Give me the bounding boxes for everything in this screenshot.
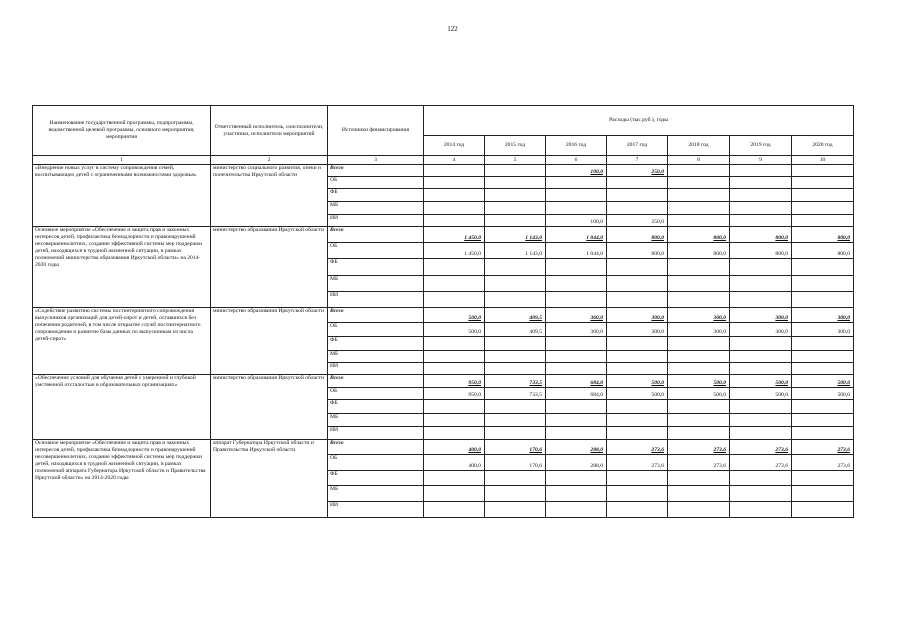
amount-cell [730,292,792,308]
amount-cell [424,292,485,308]
amount-cell: 500,0 [424,308,485,323]
amount-cell: 300,0 [730,308,792,323]
amount-cell [668,177,730,189]
amount-cell: 273,6 [792,455,854,471]
amount-cell [792,177,854,189]
amount-cell: 400,0 [424,455,485,471]
amount-cell [485,363,546,375]
amount-cell: 273,6 [668,455,730,471]
amount-cell [668,471,730,486]
funding-source: ИИ [328,427,424,440]
amount-cell [607,471,668,486]
amount-cell: 950,0 [424,388,485,400]
amount-cell: 300,0 [730,323,792,337]
amount-cell [546,177,607,189]
amount-cell [730,165,792,177]
amount-cell [607,400,668,414]
amount-cell: 500,0 [792,375,854,388]
column-index: 7 [607,156,668,165]
amount-cell: 300,0 [792,308,854,323]
funding-source: ФБ [328,189,424,202]
amount-cell [485,337,546,351]
amount-cell [730,502,792,518]
funding-source: ИИ [328,215,424,227]
column-index: 10 [792,156,854,165]
funding-source: МБ [328,351,424,363]
header-year: 2015 год [485,136,546,156]
amount-cell [730,486,792,502]
amount-cell: 300,0 [668,323,730,337]
funding-source: Всего [328,375,424,388]
amount-cell [546,400,607,414]
amount-cell [485,427,546,440]
amount-cell [424,471,485,486]
column-index: 8 [668,156,730,165]
amount-cell [485,400,546,414]
amount-cell [792,215,854,227]
amount-cell [607,502,668,518]
amount-cell [424,400,485,414]
amount-cell [485,486,546,502]
amount-cell [485,189,546,202]
amount-cell [730,215,792,227]
amount-cell [485,292,546,308]
amount-cell: 500,0 [730,388,792,400]
amount-cell: 170,6 [485,455,546,471]
table-row [33,308,854,323]
amount-cell: 500,0 [607,375,668,388]
amount-cell: 273,6 [792,440,854,455]
amount-cell [546,414,607,427]
amount-cell [607,351,668,363]
amount-cell: 500,0 [792,388,854,400]
amount-cell: 288,0 [546,455,607,471]
amount-cell [730,471,792,486]
activity-executor: министерство социального развития, опеки и попечительства Иркутской области [211,165,328,227]
table-row [33,440,854,455]
amount-cell [546,351,607,363]
header-sources: Источники финансирования [328,106,424,156]
column-index: 5 [485,156,546,165]
funding-source: ФБ [328,471,424,486]
amount-cell [485,202,546,215]
amount-cell: 800,0 [668,227,730,243]
amount-cell [424,486,485,502]
amount-cell: 409,5 [485,323,546,337]
amount-cell [424,259,485,276]
amount-cell [485,351,546,363]
amount-cell [792,292,854,308]
amount-cell [607,486,668,502]
activity-name: Основное мероприятие «Обеспечение и защита прав и законных интересов детей, профилактика безнадзорности и правонарушений несовершеннолетних, создание эффективной системы мер поддержки детей, находящихся в трудной жизненной ситуации, в рамках полномочий министерства образования Иркутской области» на 2014-2020 годы [33,227,211,308]
amount-cell: 273,6 [668,440,730,455]
amount-cell [424,165,485,177]
amount-cell: 1 044,0 [546,227,607,243]
amount-cell [792,427,854,440]
amount-cell [607,427,668,440]
activity-executor: министерство образования Иркутской области [211,227,328,308]
amount-cell: 288,0 [546,440,607,455]
amount-cell [607,259,668,276]
amount-cell [730,189,792,202]
amount-cell: 250,0 [607,165,668,177]
amount-cell [668,189,730,202]
amount-cell [607,189,668,202]
header-year: 2016 год [546,136,607,156]
amount-cell [668,400,730,414]
funding-source: МБ [328,486,424,502]
amount-cell [668,215,730,227]
amount-cell [668,363,730,375]
amount-cell [424,215,485,227]
amount-cell [792,471,854,486]
funding-source: ОБ [328,455,424,471]
amount-cell [485,471,546,486]
column-index: 4 [424,156,485,165]
amount-cell [792,363,854,375]
amount-cell: 500,0 [668,388,730,400]
column-index: 6 [546,156,607,165]
amount-cell [546,363,607,375]
amount-cell: 273,6 [730,455,792,471]
amount-cell: 300,0 [668,308,730,323]
funding-source: ФБ [328,400,424,414]
amount-cell: 100,0 [546,215,607,227]
table-row [33,165,854,177]
amount-cell [424,276,485,292]
column-index: 2 [211,156,328,165]
amount-cell [730,276,792,292]
amount-cell: 360,0 [546,308,607,323]
amount-cell: 273,6 [607,440,668,455]
amount-cell [668,502,730,518]
amount-cell [668,337,730,351]
header-expenses: Расходы (тыс.руб.), годы [424,106,854,136]
amount-cell [792,486,854,502]
funding-source: МБ [328,414,424,427]
amount-cell [424,177,485,189]
amount-cell [792,276,854,292]
amount-cell [546,427,607,440]
column-index: 1 [33,156,211,165]
amount-cell [607,177,668,189]
funding-source: ФБ [328,337,424,351]
funding-source: Всего [328,308,424,323]
amount-cell [730,427,792,440]
column-index: 9 [730,156,792,165]
amount-cell: 1 044,0 [546,243,607,259]
amount-cell [730,177,792,189]
amount-cell [730,202,792,215]
funding-source: Всего [328,440,424,455]
amount-cell [792,400,854,414]
activity-name: «Внедрение новых услуг в систему сопровождения семей, воспитывающих детей с ограниченными возможностями здоровья» [33,165,211,227]
amount-cell [424,189,485,202]
amount-cell: 360,0 [546,323,607,337]
amount-cell [792,165,854,177]
amount-cell: 800,0 [792,227,854,243]
amount-cell [546,471,607,486]
amount-cell [792,502,854,518]
table-row [33,375,854,388]
amount-cell [424,202,485,215]
funding-source: ФБ [328,259,424,276]
amount-cell [485,165,546,177]
activity-executor: министерство образования Иркутской области [211,375,328,440]
amount-cell: 800,0 [730,227,792,243]
amount-cell: 684,0 [546,388,607,400]
amount-cell: 1 143,0 [485,243,546,259]
amount-cell [485,215,546,227]
amount-cell: 800,0 [792,243,854,259]
amount-cell [424,414,485,427]
amount-cell: 273,6 [607,455,668,471]
amount-cell [792,259,854,276]
amount-cell: 100,0 [546,165,607,177]
amount-cell [424,363,485,375]
amount-cell [668,276,730,292]
header-executor: Ответственный исполнитель, соисполнители, участники, исполнители мероприятий [211,106,328,156]
activity-name: «Обеспечение условий для обучения детей с умеренной и глубокой умственной отсталостью в образовательных организациях» [33,375,211,440]
amount-cell [424,502,485,518]
amount-cell [607,414,668,427]
amount-cell [546,502,607,518]
amount-cell: 1 450,0 [424,227,485,243]
amount-cell: 500,0 [424,323,485,337]
page-number: 122 [447,25,458,33]
amount-cell: 800,0 [730,243,792,259]
funding-source: ИИ [328,502,424,518]
amount-cell [730,363,792,375]
amount-cell [668,202,730,215]
budget-table [32,105,854,518]
table-row [33,227,854,243]
amount-cell [485,259,546,276]
amount-cell: 500,0 [730,375,792,388]
amount-cell [546,486,607,502]
amount-cell [546,276,607,292]
header-year: 2017 год [607,136,668,156]
amount-cell [792,414,854,427]
amount-cell [485,414,546,427]
amount-cell: 409,5 [485,308,546,323]
amount-cell: 170,6 [485,440,546,455]
amount-cell: 300,0 [792,323,854,337]
funding-source: ОБ [328,388,424,400]
amount-cell [668,165,730,177]
amount-cell [546,292,607,308]
header-year: 2020 год [792,136,854,156]
amount-cell: 684,0 [546,375,607,388]
amount-cell [730,351,792,363]
activity-executor: министерство образования Иркутской области [211,308,328,375]
amount-cell [546,189,607,202]
amount-cell: 300,0 [607,308,668,323]
amount-cell: 733,5 [485,388,546,400]
amount-cell [730,337,792,351]
activity-name: «Содействие развитию системы постинтернатного сопровождения выпускников организаций для детей-сирот и детей, оставшихся без попечения родителей, в том числе открытие служб постинтернатного сопровождения и развитие базы данных по выпускникам из числа детей-сирот» [33,308,211,375]
amount-cell: 300,0 [607,323,668,337]
amount-cell [546,337,607,351]
amount-cell [668,292,730,308]
amount-cell: 500,0 [607,388,668,400]
amount-cell: 733,5 [485,375,546,388]
funding-source: ОБ [328,243,424,259]
amount-cell: 273,6 [730,440,792,455]
amount-cell [485,276,546,292]
amount-cell [668,351,730,363]
activity-name: Основное мероприятие «Обеспечение и защита прав и законных интересов детей, профилактика безнадзорности и правонарушений несовершеннолетних, создание эффективной системы мер поддержки детей, находящихся в трудной жизненной ситуации, в рамках полномочий аппарата Губернатора Иркутской области и Правительства Иркутской области» на 2014-2020 годы [33,440,211,518]
amount-cell: 1 450,0 [424,243,485,259]
amount-cell [607,202,668,215]
amount-cell: 800,0 [607,243,668,259]
amount-cell: 800,0 [668,243,730,259]
funding-source: ОБ [328,323,424,337]
amount-cell: 1 143,0 [485,227,546,243]
amount-cell [607,292,668,308]
amount-cell [485,177,546,189]
amount-cell [792,337,854,351]
funding-source: Всего [328,227,424,243]
amount-cell: 800,0 [607,227,668,243]
column-index: 3 [328,156,424,165]
amount-cell [730,259,792,276]
amount-cell [424,351,485,363]
amount-cell: 400,0 [424,440,485,455]
header-year: 2014 год [424,136,485,156]
amount-cell: 500,0 [668,375,730,388]
amount-cell [792,202,854,215]
header-name: Наименование государственной программы, подпрограммы, ведомственной целевой программы, основного мероприятия, мероприятия [33,106,211,156]
funding-source: ИИ [328,292,424,308]
amount-cell [607,337,668,351]
amount-cell [607,276,668,292]
amount-cell [424,427,485,440]
amount-cell: 250,0 [607,215,668,227]
funding-source: ОБ [328,177,424,189]
amount-cell [668,259,730,276]
header-year: 2019 год [730,136,792,156]
amount-cell: 950,0 [424,375,485,388]
funding-source: ИИ [328,363,424,375]
amount-cell [792,189,854,202]
amount-cell [424,337,485,351]
activity-executor: аппарат Губернатора Иркутской области и Правительства Иркутской области [211,440,328,518]
amount-cell [668,414,730,427]
amount-cell [730,400,792,414]
amount-cell [485,502,546,518]
amount-cell [607,363,668,375]
amount-cell [546,202,607,215]
funding-source: МБ [328,276,424,292]
amount-cell [546,259,607,276]
amount-cell [668,486,730,502]
header-year: 2018 год [668,136,730,156]
amount-cell [730,414,792,427]
funding-source: Всего [328,165,424,177]
funding-source: МБ [328,202,424,215]
amount-cell [668,427,730,440]
amount-cell [792,351,854,363]
